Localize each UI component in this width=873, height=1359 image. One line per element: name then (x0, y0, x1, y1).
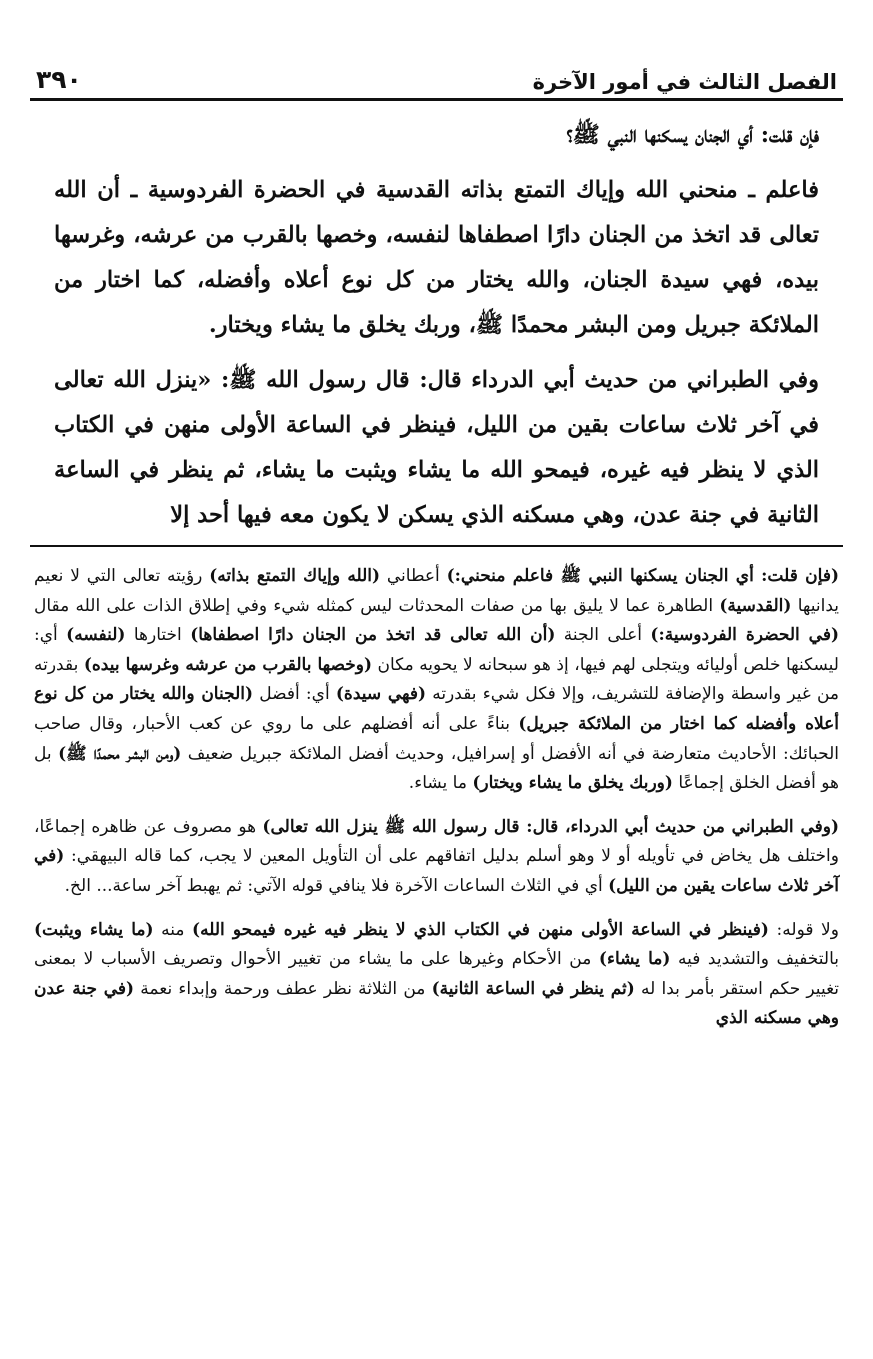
quoted-text: (ثم ينظر في الساعة الثانية) (431, 978, 635, 999)
header-divider (30, 98, 843, 101)
page-number: ٣٩٠ (36, 65, 82, 94)
commentary-text: أي: أفضل (253, 684, 336, 705)
commentary-text: الطاهرة عما لا يليق بها من صفات المحدثات ليس كمثله شيء وفي إطلاق الذات على الله مقال (34, 595, 720, 616)
page-header (36, 58, 837, 94)
quoted-text: (ما يشاء ويثبت) (34, 919, 154, 940)
commentary-text: من الأحكام وغيرها على ما يشاء من تغيير الأحوال وتصريف الأسباب لا بمعنى تغيير حكم استقر بأمر بدا له (34, 949, 840, 999)
commentary (34, 562, 839, 1034)
quoted-text: (الله وإياك التمتع بذاته) (209, 566, 381, 586)
commentary-paragraph (34, 813, 839, 902)
commentary-text: من الثلاثة نظر عطف ورحمة وإبداء نعمة (134, 978, 432, 999)
main-paragraph: فإن قلت: أي الجنان يسكنها النبي ﷺ؟ (566, 122, 819, 148)
quoted-text: (أن الله تعالى قد اتخذ من الجنان دارًا اصطفاها) (190, 625, 556, 646)
quoted-text: (في الحضرة الفردوسية:) (650, 625, 839, 646)
commentary-text: ولا قوله: (768, 919, 839, 940)
quoted-text: (في آخر ثلاث ساعات يقين من الليل) (34, 846, 839, 896)
commentary-text: بقدرته من غير واسطة والإضافة للتشريف، وإلا فكل شيء بقدرته (34, 654, 840, 705)
commentary-text: أي في الثلاث الساعات الآخرة فلا ينافي قوله الآتي: ثم يهبط آخر ساعة... الخ. (64, 875, 609, 896)
quoted-text: (وفي الطبراني من حديث أبي الدرداء، قال: قال رسول الله ﷺ ينزل الله تعالى) (262, 816, 839, 837)
quoted-text: (فينظر في الساعة الأولى منهن في الكتاب الذي لا ينظر فيه غيره فيمحو الله) (192, 919, 769, 940)
main-paragraph: وفي الطبراني من حديث أبي الدرداء قال: قال رسول الله ﷺ: «ينزل الله تعالى في آخر ثلاث ساعات بقين من الليل، فينظر في الساعة الأولى منهن في الكتاب الذي لا ينظر فيه غيره، فيمحو الله ما يشاء ويثبت ما يشاء، ثم ينظر في الساعة الثانية في جنة عدن، وهي مسكنه الذي يسكن لا يكون معه فيها أحد إلا (54, 367, 819, 528)
quoted-text: (الجنان والله يختار من كل نوع أعلاه وأفضله كما اختار من الملائكة جبريل) (34, 684, 839, 734)
commentary-text: أي: ليسكنها خلص أوليائه ويتجلى لهم فيها، إذ هو سبحانه لا يحويه مكان (34, 625, 839, 675)
commentary-text: بالتخفيف والتشديد فيه (670, 949, 839, 970)
quoted-text: (وربك يخلق ما يشاء ويختار) (472, 773, 673, 794)
commentary-text: رؤيته تعالى التي لا نعيم يدانيها (34, 566, 839, 616)
commentary-text: أعطاني (380, 566, 447, 586)
quoted-text: (لنفسه) (66, 625, 126, 646)
commentary-text: أعلى الجنة (555, 625, 651, 646)
commentary-paragraph (34, 916, 839, 1034)
main-text (54, 113, 819, 538)
quoted-text: (ومن البشر محمدًا ﷺ) (58, 743, 182, 764)
commentary-text: بناءً على أنه أفضلهم على ما روي عن كعب الأحبار، وقال صاحب الحبائك: الأحاديث متعارضة في أنه الأفضل أو إسرافيل، وحديث أفضل الملائكة جبريل ضعيف (34, 713, 839, 764)
footnote-divider (30, 545, 843, 547)
commentary-text: منه (153, 919, 193, 940)
running-title: الفصل الثالث في أمور الآخرة (532, 70, 837, 94)
commentary-text: اختارها (125, 625, 191, 646)
quoted-text: (ما يشاء) (598, 949, 671, 970)
quoted-text: (فإن قلت: أي الجنان يسكنها النبي ﷺ فاعلم منحني:) (446, 566, 840, 586)
quoted-text: (القدسية) (719, 595, 792, 616)
quoted-text: (فهي سيدة) (335, 684, 427, 705)
main-paragraph: فاعلم ـ منحني الله وإياك التمتع بذاته القدسية في الحضرة الفردوسية ـ أن الله تعالى قد اتخذ من الجنان دارًا اصطفاها لنفسه، وخصها بالقرب من عرشه، وغرسها بيده، فهي سيدة الجنان، والله يختار من كل نوع أعلاه وأفضله، كما اختار من الملائكة جبريل ومن البشر محمدًا ﷺ، وربك يخلق ما يشاء ويختار. (54, 177, 819, 338)
commentary-text: بل هو أفضل الخلق إجماعًا (34, 743, 839, 794)
commentary-text: ما يشاء. (408, 773, 473, 794)
commentary-paragraph (34, 562, 839, 799)
quoted-text: (وخصها بالقرب من عرشه وغرسها بيده) (83, 654, 372, 675)
quoted-text: (في جنة عدن وهي مسكنه الذي (34, 978, 839, 1029)
commentary-text: هو مصروف عن ظاهره إجماعًا، واختلف هل يخاض في تأويله أو لا وهو أسلم بدليل اتفاقهم على أن التأويل المعين لا يجب، كما قاله البيهقي: (34, 816, 839, 867)
